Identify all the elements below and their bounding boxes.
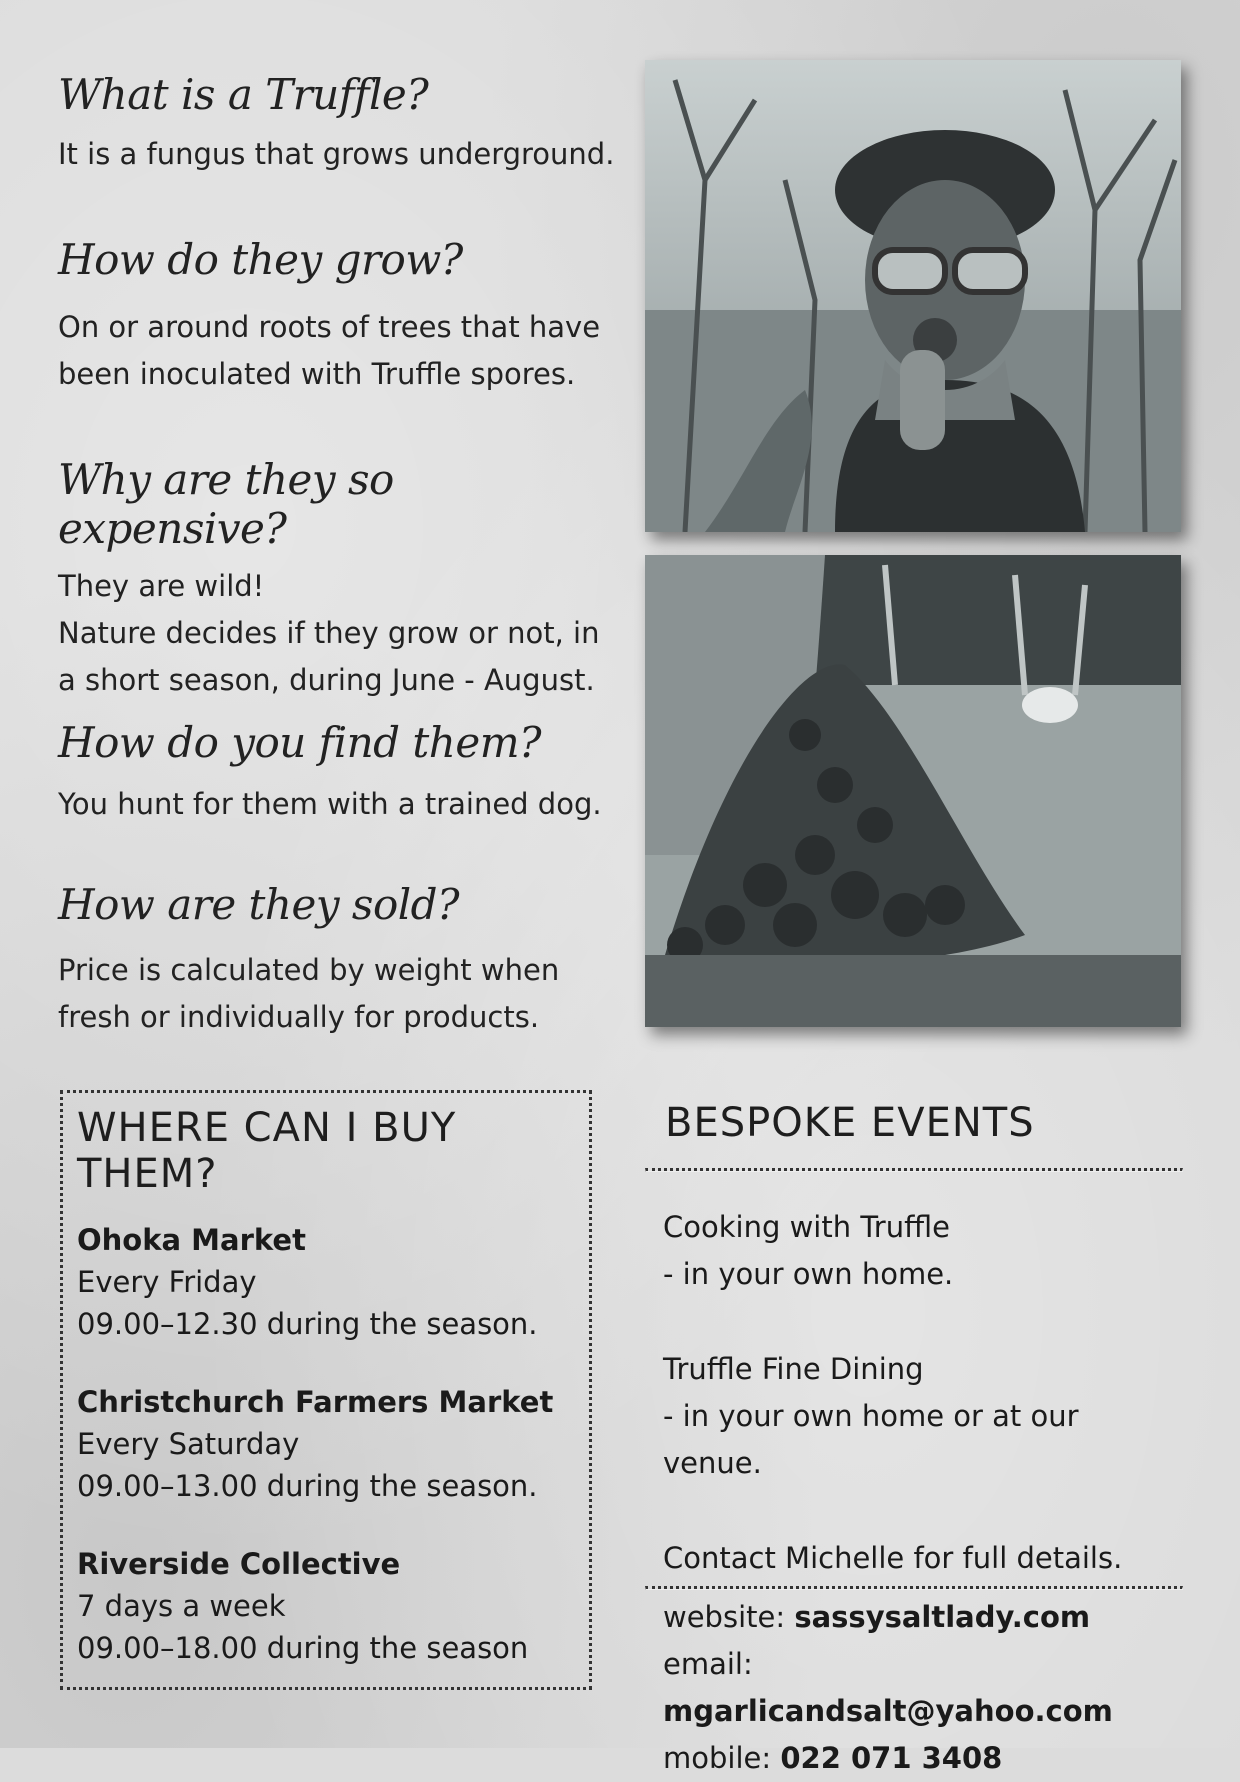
event-detail: - in your own home. bbox=[663, 1257, 954, 1291]
market-name: Christchurch Farmers Market bbox=[77, 1385, 554, 1419]
market-days: Every Saturday bbox=[77, 1427, 300, 1461]
market-entry-christchurch bbox=[77, 1381, 575, 1507]
event-item-dining bbox=[663, 1346, 1183, 1487]
answer-line: On or around roots of trees that have bbox=[58, 310, 601, 344]
market-hours: 09.00–13.00 during the season. bbox=[77, 1469, 538, 1503]
question-heading: How are they sold? bbox=[58, 880, 460, 929]
contact-website-line bbox=[663, 1594, 1183, 1641]
qa-block-grow bbox=[58, 235, 618, 398]
where-to-buy-box bbox=[60, 1090, 592, 1690]
bespoke-events-section bbox=[663, 1100, 1183, 1782]
event-item-cooking bbox=[663, 1204, 1183, 1298]
website-link[interactable]: sassysaltlady.com bbox=[794, 1600, 1091, 1634]
contact-details bbox=[663, 1594, 1183, 1782]
answer-line: They are wild! bbox=[58, 569, 265, 603]
market-name: Ohoka Market bbox=[77, 1223, 306, 1257]
photo-woman-illustration bbox=[645, 60, 1181, 532]
answer-line: fresh or individually for products. bbox=[58, 1000, 540, 1034]
question-heading: How do they grow? bbox=[58, 235, 463, 284]
market-days: Every Friday bbox=[77, 1265, 257, 1299]
event-detail: - in your own home or at our venue. bbox=[663, 1399, 1079, 1480]
contact-note: Contact Michelle for full details. bbox=[663, 1541, 1123, 1575]
market-name: Riverside Collective bbox=[77, 1547, 401, 1581]
market-days: 7 days a week bbox=[77, 1589, 286, 1623]
question-heading: Why are they so expensive? bbox=[58, 455, 394, 553]
answer-line: a short season, during June - August. bbox=[58, 663, 595, 697]
where-to-buy-title: WHERE CAN I BUY THEM? bbox=[77, 1105, 457, 1197]
qa-block-what bbox=[58, 70, 618, 178]
answer-line: Price is calculated by weight when bbox=[58, 953, 560, 987]
event-name: Cooking with Truffle bbox=[663, 1210, 950, 1244]
email-label: email: bbox=[663, 1647, 753, 1681]
divider bbox=[645, 1168, 1183, 1172]
market-entry-riverside bbox=[77, 1543, 575, 1669]
answer-line: Nature decides if they grow or not, in bbox=[58, 616, 600, 650]
question-heading: What is a Truffle? bbox=[58, 70, 429, 119]
contact-email-line bbox=[663, 1641, 1183, 1735]
answer-line: It is a fungus that grows underground. bbox=[58, 137, 615, 171]
event-name: Truffle Fine Dining bbox=[663, 1352, 924, 1386]
mobile-number[interactable]: 022 071 3408 bbox=[780, 1741, 1003, 1775]
bespoke-events-title: BESPOKE EVENTS bbox=[665, 1100, 1035, 1146]
qa-block-find bbox=[58, 718, 618, 828]
photo-truffle-pile-illustration bbox=[645, 555, 1181, 1027]
email-link[interactable]: mgarlicandsalt@yahoo.com bbox=[663, 1694, 1113, 1728]
market-hours: 09.00–12.30 during the season. bbox=[77, 1307, 538, 1341]
question-heading: How do you find them? bbox=[58, 718, 542, 767]
qa-block-sold bbox=[58, 880, 618, 1041]
contact-mobile-line bbox=[663, 1735, 1183, 1782]
photo-woman-with-truffle bbox=[645, 60, 1181, 532]
mobile-label: mobile: bbox=[663, 1741, 772, 1775]
market-entry-ohoka bbox=[77, 1219, 575, 1345]
photo-truffle-pile bbox=[645, 555, 1181, 1027]
divider bbox=[645, 1586, 1183, 1590]
qa-block-expensive bbox=[58, 455, 618, 704]
answer-line: You hunt for them with a trained dog. bbox=[58, 787, 602, 821]
website-label: website: bbox=[663, 1600, 786, 1634]
market-hours: 09.00–18.00 during the season bbox=[77, 1631, 529, 1665]
answer-line: been inoculated with Truffle spores. bbox=[58, 357, 576, 391]
